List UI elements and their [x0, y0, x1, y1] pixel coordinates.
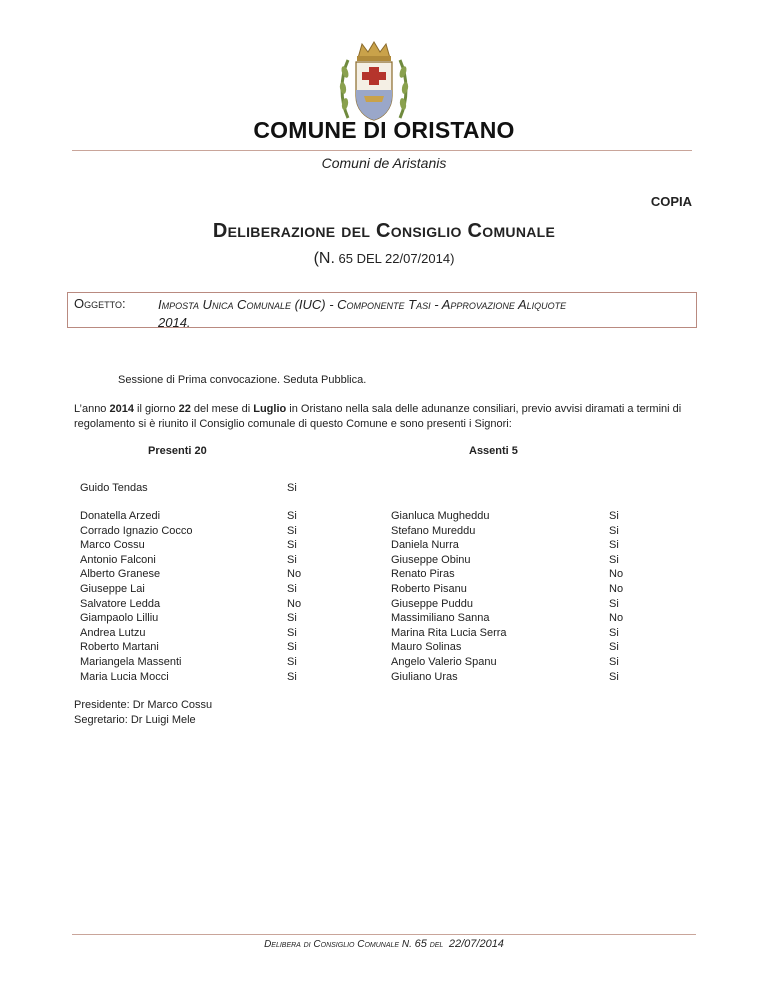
list-item: Giuliano Uras [391, 670, 458, 683]
list-item: Giuseppe Obinu [391, 553, 471, 566]
list-item: Maria Lucia Mocci [80, 670, 169, 683]
presence-value: Si [609, 597, 619, 610]
header-divider [72, 150, 692, 151]
presence-value: Si [287, 670, 297, 683]
list-item: Alberto Granese [80, 568, 161, 581]
presence-value: No [609, 582, 624, 595]
presence-value: No [609, 568, 624, 581]
footer-date: 22/07/2014 [448, 938, 504, 950]
mayor-name: Guido Tendas [80, 482, 148, 494]
presence-value: Si [609, 539, 619, 552]
attendance-right-values [609, 509, 623, 684]
list-item: Corrado Ignazio Cocco [80, 524, 193, 537]
intro-text: del mese di [190, 403, 254, 415]
footer-prefix: Delibera di Consiglio Comunale N. [264, 939, 412, 950]
deliberation-title: Deliberazione del Consiglio Comunale [212, 220, 556, 242]
footer-divider [72, 934, 696, 935]
presence-value: No [287, 597, 302, 610]
presence-value: Si [287, 641, 297, 654]
presence-value: No [609, 612, 624, 625]
list-item: Renato Piras [391, 568, 455, 581]
list-item: Roberto Martani [80, 641, 159, 654]
list-item: Mariangela Massenti [80, 655, 182, 668]
subject-label: Oggetto: [74, 296, 126, 311]
presence-value: Si [609, 524, 619, 537]
deliberation-number-rest: 65 DEL 22/07/2014) [338, 251, 455, 266]
present-count: Presenti 20 [148, 445, 207, 457]
attendance-right-names [391, 509, 507, 684]
presence-value: Si [287, 582, 297, 595]
presence-value: Si [609, 553, 619, 566]
list-item: Donatella Arzedi [80, 510, 161, 522]
footer-del: del [429, 939, 444, 950]
list-item: Massimiliano Sanna [391, 612, 490, 625]
presence-value: Si [609, 670, 619, 683]
intro-paragraph [74, 402, 694, 432]
subject-line-1: Imposta Unica Comunale (IUC) - Componente Tasi - Approvazione Aliquote [158, 297, 567, 312]
presence-value: Si [287, 553, 297, 566]
list-item: Giampaolo Lilliu [80, 612, 159, 625]
list-item: Salvatore Ledda [80, 597, 161, 610]
intro-text: in Oristano nella sala delle adunanze consiliari, previo avvisi diramati a termini di regolamento si è riunito il Consiglio comunale di questo Comune e sono presenti i Signori: [74, 403, 682, 430]
municipal-crest-icon [338, 40, 410, 126]
intro-text: il giorno [133, 403, 179, 415]
presence-value: Si [609, 641, 619, 654]
intro-year: 2014 [109, 403, 134, 415]
presence-value: Si [609, 655, 619, 668]
presence-value: Si [287, 539, 297, 552]
presence-value: Si [287, 655, 297, 668]
presence-value: Si [287, 510, 297, 522]
absent-count: Assenti 5 [469, 445, 518, 457]
presence-value: Si [287, 524, 297, 537]
intro-text: L’anno [74, 403, 110, 415]
list-item: Angelo Valerio Spanu [391, 655, 497, 668]
copy-label: COPIA [650, 194, 692, 209]
session-text: Sessione di Prima convocazione. Seduta Pubblica. [118, 374, 367, 386]
attendance-left-values [287, 509, 301, 684]
list-item: Daniela Nurra [391, 539, 459, 552]
list-item: Roberto Pisanu [391, 582, 467, 595]
presence-value: Si [609, 626, 619, 639]
list-item: Mauro Solinas [391, 641, 462, 654]
presence-value: No [287, 568, 302, 581]
list-item: Giuseppe Lai [80, 582, 145, 595]
intro-day: 22 [178, 403, 191, 415]
list-item: Giuseppe Puddu [391, 597, 473, 610]
municipality-subtitle: Comuni de Aristanis [321, 155, 447, 171]
deliberation-number [0, 250, 768, 268]
list-item: Marina Rita Lucia Serra [391, 626, 507, 639]
secretary: Segretario: Dr Luigi Mele [74, 714, 196, 726]
municipality-title: COMUNE DI ORISTANO [253, 117, 515, 143]
list-item: Antonio Falconi [80, 553, 156, 566]
presence-value: Si [287, 626, 297, 639]
president: Presidente: Dr Marco Cossu [74, 699, 213, 711]
attendance-left-names [80, 509, 193, 684]
list-item: Gianluca Mugheddu [391, 510, 490, 522]
mayor-presence: Si [287, 482, 297, 494]
deliberation-number-prefix: (N. [313, 250, 335, 267]
subject-line-2: 2014. [158, 315, 191, 330]
intro-month: Luglio [253, 403, 287, 415]
presence-value: Si [609, 510, 619, 522]
footer [0, 938, 768, 950]
list-item: Marco Cossu [80, 539, 145, 552]
presence-value: Si [287, 612, 297, 625]
list-item: Stefano Mureddu [391, 524, 476, 537]
subject-text [158, 296, 688, 332]
list-item: Andrea Lutzu [80, 626, 146, 639]
footer-number: 65 [414, 938, 427, 950]
